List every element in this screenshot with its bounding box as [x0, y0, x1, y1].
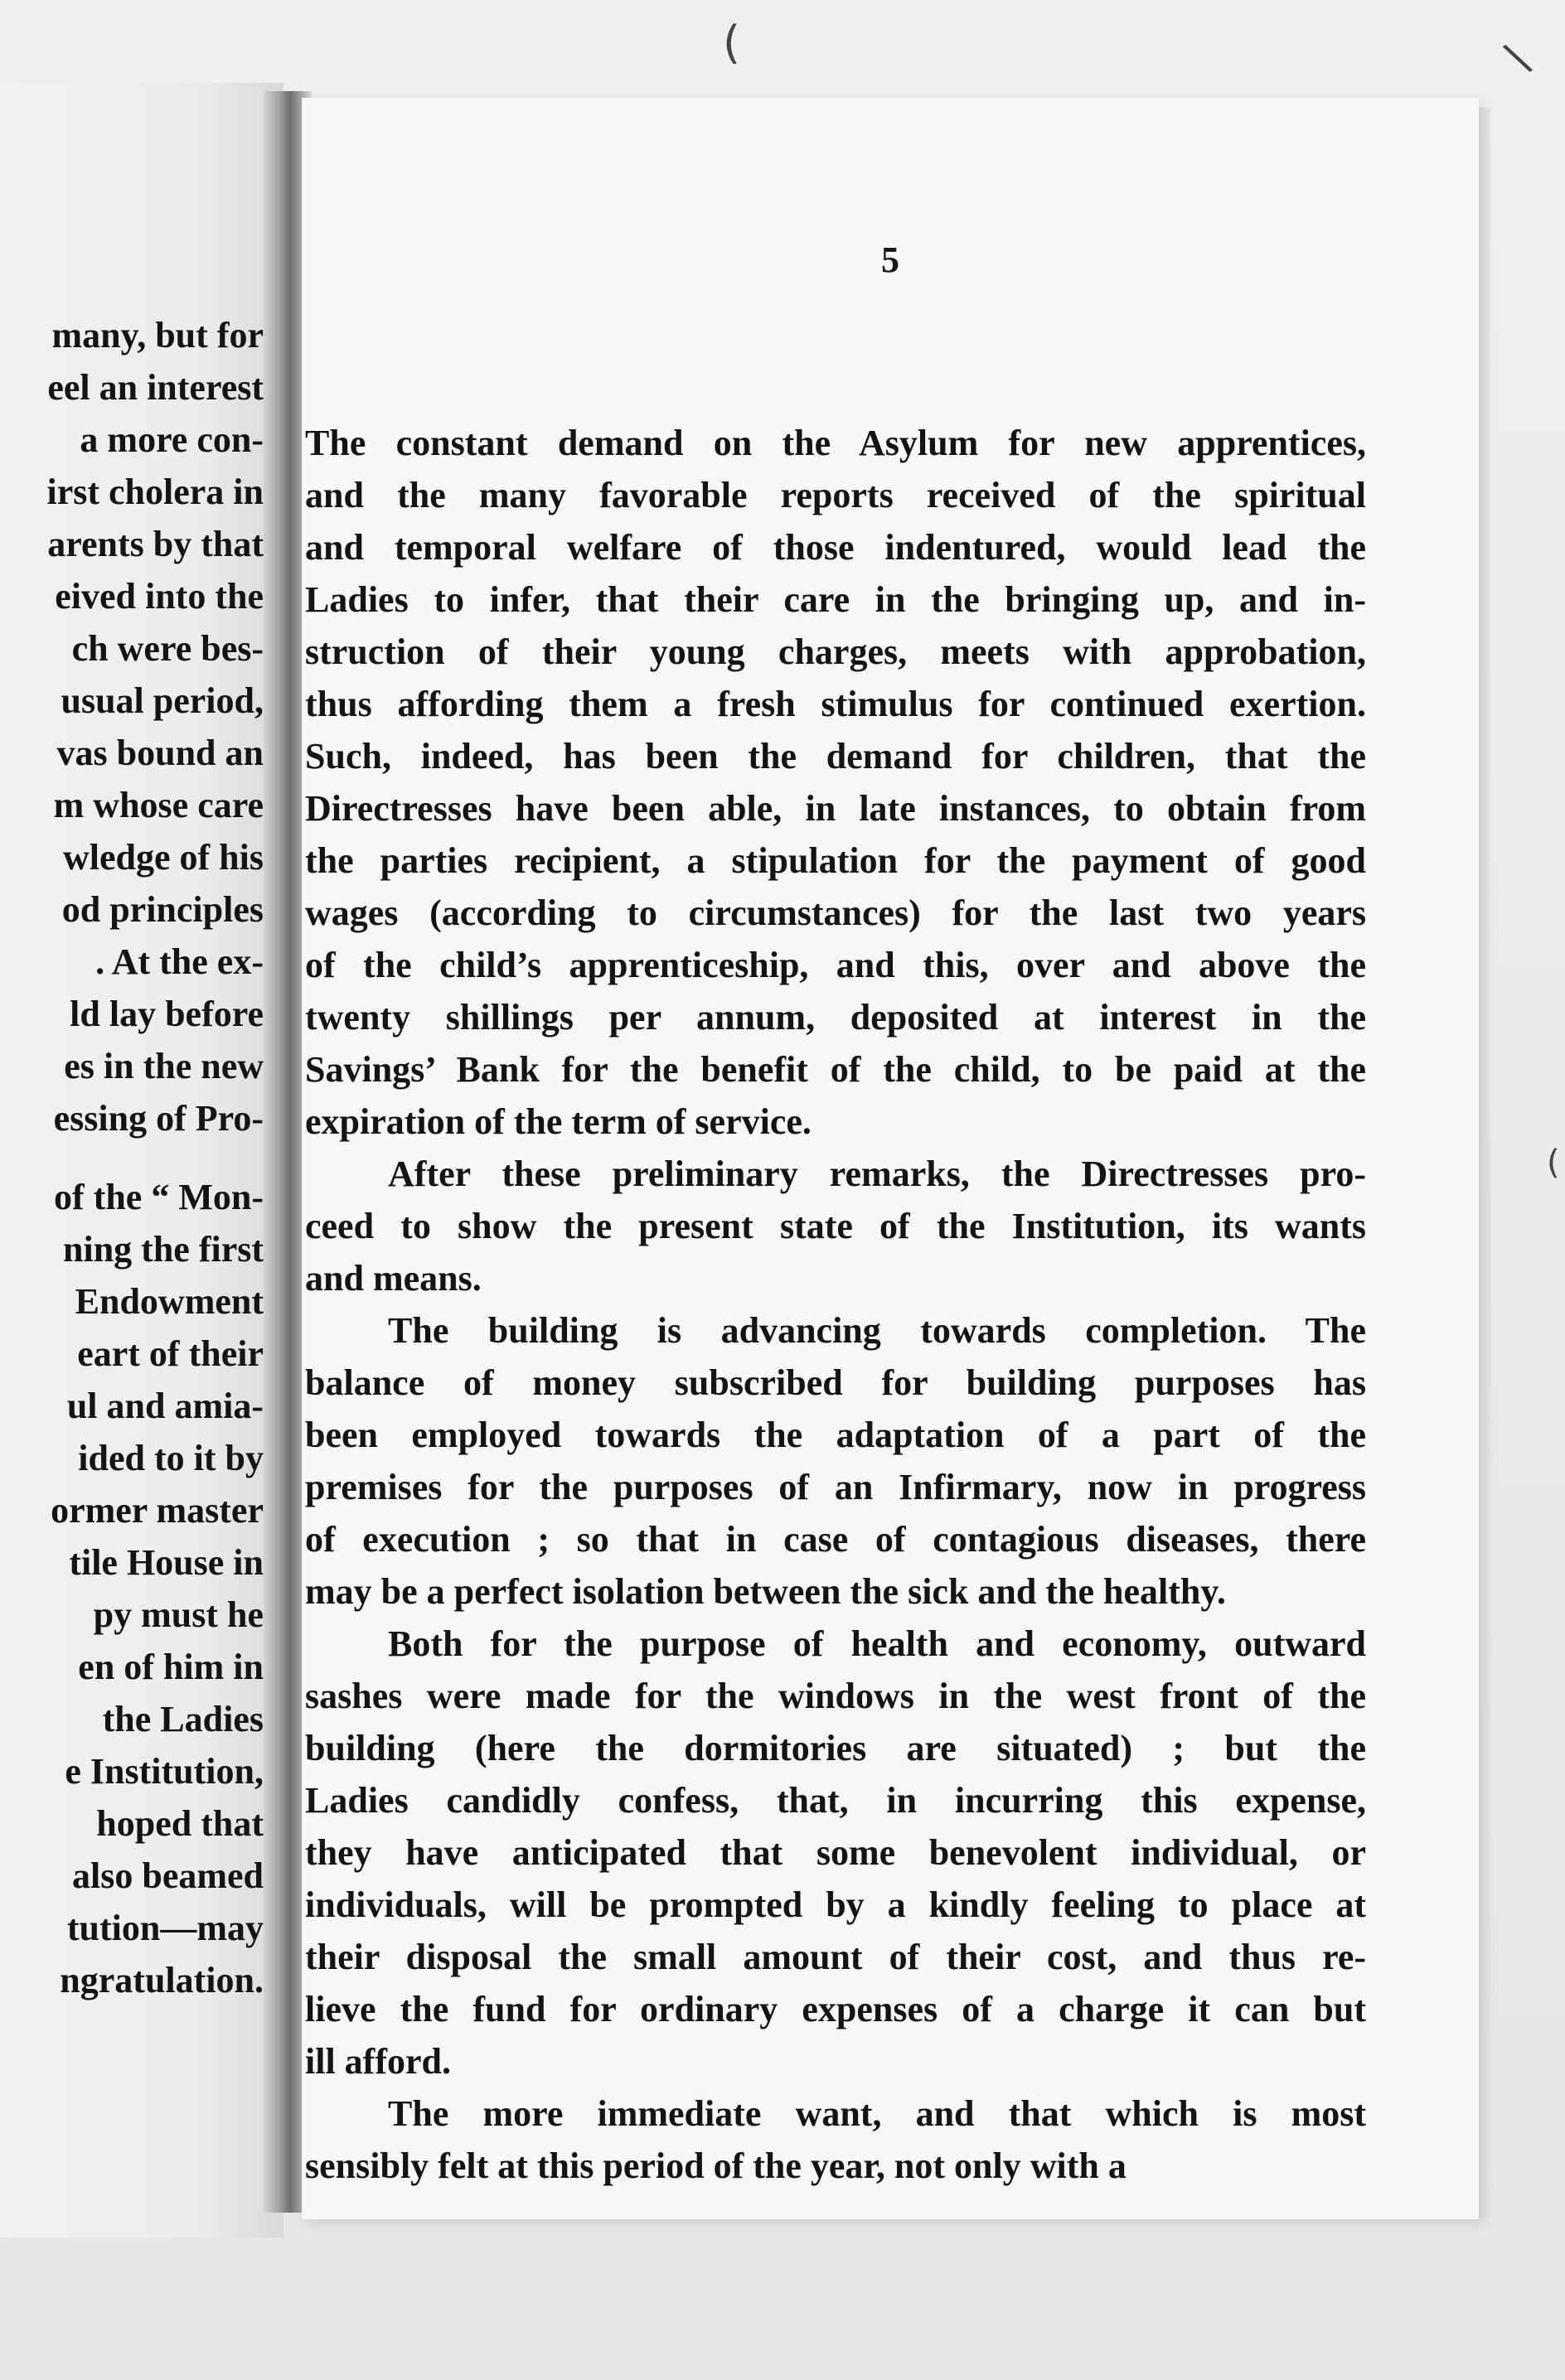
- paragraph: [302, 417, 1479, 1148]
- left-text-line: od principles: [61, 889, 264, 930]
- text-line: the parties recipient, a stipulation for the payment of good: [305, 840, 1366, 881]
- left-page-text: [46, 309, 264, 2006]
- text-line: thus affording them a fresh stimulus for continued exertion.: [305, 684, 1366, 724]
- text-line: balance of money subscribed for building purposes has: [305, 1362, 1366, 1403]
- left-text-line: tution—may: [66, 1908, 264, 1948]
- left-text-line: arents by that: [47, 524, 264, 564]
- left-text-line: m whose care: [53, 785, 264, 825]
- text-line: The building is advancing towards completion. The: [388, 1310, 1366, 1351]
- left-text-line: usual period,: [61, 680, 264, 721]
- paragraph: [302, 1304, 1479, 1618]
- text-line: individuals, will be prompted by a kindly feeling to place at: [305, 1884, 1366, 1925]
- left-text-line: ning the first: [63, 1229, 264, 1270]
- text-line: of the child’s apprenticeship, and this, over and above the: [305, 945, 1366, 985]
- text-line: The more immediate want, and that which is most: [388, 2093, 1366, 2134]
- left-text-line: vas bound an: [56, 733, 264, 773]
- left-text-line: Endowment: [75, 1281, 264, 1322]
- left-text-line: irst cholera in: [46, 472, 264, 512]
- text-line: struction of their young charges, meets with approbation,: [305, 631, 1366, 672]
- text-line: wages (according to circumstances) for the last two years: [305, 892, 1366, 933]
- paragraph: [302, 1148, 1479, 1304]
- left-text-line: many, but for: [51, 315, 264, 356]
- text-line: twenty shillings per annum, deposited at interest in the: [305, 997, 1366, 1038]
- text-line: Savings’ Bank for the benefit of the child, to be paid at the: [305, 1049, 1366, 1090]
- page-body: [302, 417, 1479, 2192]
- left-text-line: . At the ex-: [95, 941, 264, 982]
- text-line: of execution ; so that in case of contagious diseases, there: [305, 1519, 1366, 1560]
- text-line: Such, indeed, has been the demand for children, that the: [305, 736, 1366, 776]
- text-line: building (here the dormitories are situated) ; but the: [305, 1728, 1366, 1768]
- left-text-line: ld lay before: [70, 994, 264, 1034]
- left-text-line: py must he: [93, 1594, 264, 1635]
- left-text-line: ormer master: [51, 1490, 264, 1531]
- text-line: sensibly felt at this period of the year, not only with a: [305, 2145, 1127, 2186]
- scan-mark-icon: (: [1547, 1144, 1560, 1182]
- left-text-line: ngratulation.: [60, 1960, 264, 2000]
- text-line: ceed to show the present state of the Institution, its wants: [305, 1206, 1366, 1246]
- text-line: and temporal welfare of those indentured, would lead the: [305, 527, 1366, 568]
- scan-mark-icon: \: [1499, 32, 1537, 84]
- right-page: [302, 98, 1479, 2219]
- left-text-line: es in the new: [64, 1046, 264, 1086]
- text-line: Directresses have been able, in late instances, to obtain from: [305, 788, 1366, 829]
- text-line: The constant demand on the Asylum for new apprentices,: [305, 423, 1366, 463]
- text-line: been employed towards the adaptation of a part of the: [305, 1415, 1366, 1455]
- text-line: and the many favorable reports received of the spiritual: [305, 475, 1366, 515]
- left-text-line: ided to it by: [78, 1438, 264, 1478]
- text-line: ill afford.: [305, 2041, 451, 2082]
- left-text-line: ul and amia-: [66, 1386, 264, 1426]
- paragraph: [302, 1618, 1479, 2087]
- left-text-line: e Institution,: [65, 1751, 264, 1792]
- text-line: Ladies candidly confess, that, in incurring this expense,: [305, 1780, 1366, 1821]
- left-text-line: tile House in: [69, 1542, 264, 1583]
- text-line: After these preliminary remarks, the Directresses pro-: [388, 1154, 1366, 1194]
- left-page-fragment: [0, 83, 283, 2237]
- text-line: Both for the purpose of health and economy, outward: [388, 1623, 1366, 1664]
- left-text-line: hoped that: [96, 1803, 264, 1844]
- left-text-line: a more con-: [80, 419, 264, 460]
- paragraph: [302, 2087, 1479, 2192]
- left-text-line: eart of their: [77, 1333, 264, 1374]
- text-line: lieve the fund for ordinary expenses of a charge it can but: [305, 1989, 1366, 2029]
- text-line: may be a perfect isolation between the sick and the healthy.: [305, 1571, 1226, 1612]
- text-line: Ladies to infer, that their care in the bringing up, and in-: [305, 579, 1366, 620]
- left-text-line: ch were bes-: [71, 628, 264, 669]
- left-text-line: wledge of his: [63, 837, 264, 878]
- paragraph-gap: [46, 1144, 264, 1171]
- left-text-line: essing of Pro-: [53, 1098, 264, 1139]
- left-text-line: also beamed: [72, 1855, 264, 1896]
- text-line: expiration of the term of service.: [305, 1101, 812, 1142]
- left-text-line: eived into the: [55, 576, 264, 617]
- scan-mark-icon: (: [723, 17, 741, 69]
- text-line: and means.: [305, 1258, 482, 1299]
- left-text-line: of the “ Mon-: [54, 1177, 264, 1217]
- text-line: they have anticipated that some benevolent individual, or: [305, 1832, 1366, 1873]
- text-line: sashes were made for the windows in the west front of the: [305, 1676, 1366, 1716]
- left-text-line: eel an interest: [47, 367, 264, 408]
- page-number: 5: [881, 239, 899, 280]
- page-edge: [1479, 108, 1490, 2217]
- left-text-line: the Ladies: [102, 1699, 264, 1739]
- left-text-line: en of him in: [78, 1647, 264, 1687]
- text-line: their disposal the small amount of their cost, and thus re-: [305, 1937, 1366, 1977]
- text-line: premises for the purposes of an Infirmary, now in progress: [305, 1467, 1366, 1507]
